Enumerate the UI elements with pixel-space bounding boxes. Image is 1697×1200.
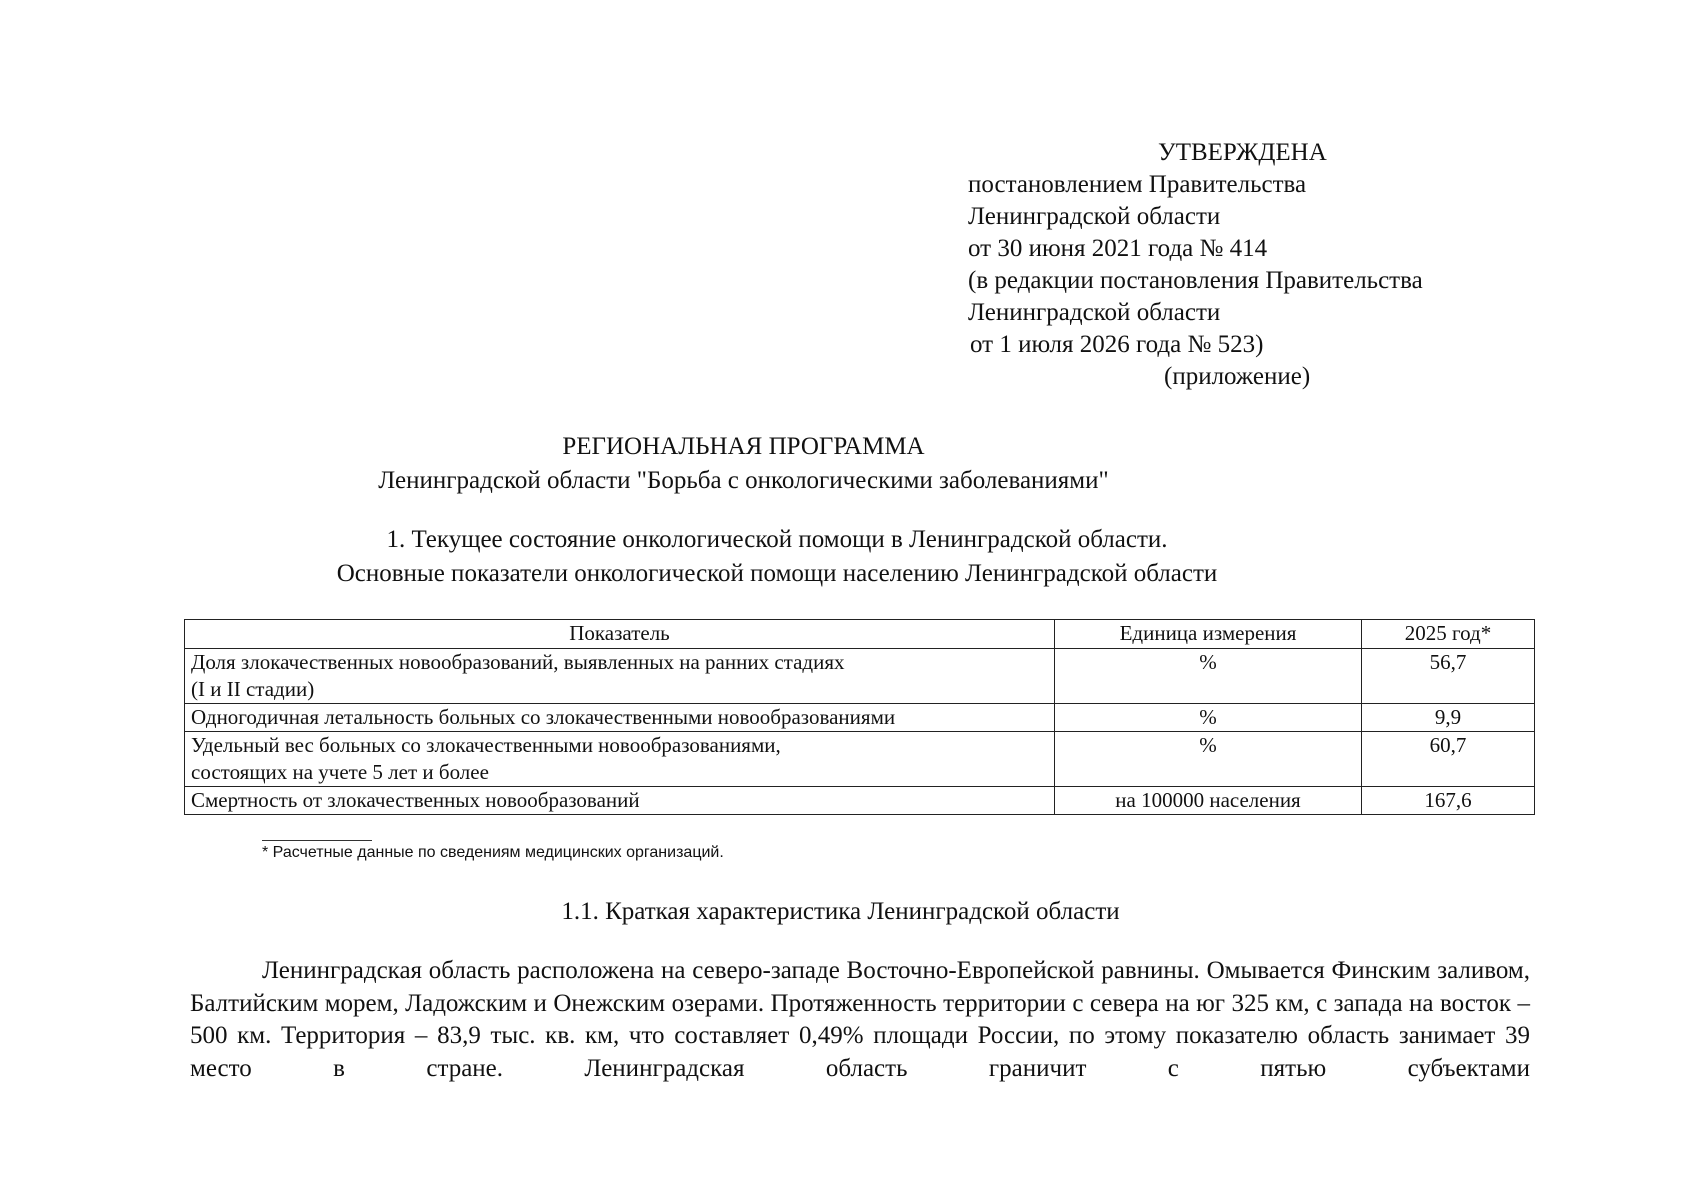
column-header-unit: Единица измерения (1055, 620, 1362, 649)
unit-cell: % (1055, 649, 1362, 704)
section-1-heading (0, 523, 1697, 591)
section-1-1-heading (0, 895, 1697, 929)
value-cell: 60,7 (1362, 732, 1535, 787)
section-1-heading-line2: Основные показатели онкологической помощи населению Ленинградской области (336, 560, 1218, 587)
approval-edition-date-line: от 1 июля 2026 года № 523) (970, 331, 1264, 358)
indicator-cell (185, 704, 1055, 732)
table-row (185, 787, 1535, 815)
approval-line: постановлением Правительства (968, 171, 1307, 198)
value-cell: 167,6 (1362, 787, 1535, 815)
section-1-1-heading-text: 1.1. Краткая характеристика Ленинградской области (561, 898, 1120, 925)
table-row (185, 732, 1535, 787)
indicator-cell (185, 649, 1055, 704)
indicator-text: Удельный вес больных со злокачественными новообразованиями, (191, 733, 781, 757)
value-cell: 9,9 (1362, 704, 1535, 732)
table-row (185, 704, 1535, 732)
program-title: РЕГИОНАЛЬНАЯ ПРОГРАММА (562, 433, 925, 460)
indicator-cell (185, 732, 1055, 787)
column-header-year: 2025 год* (1362, 620, 1535, 649)
program-subtitle: Ленинградской области "Борьба с онкологическими заболеваниями" (378, 467, 1109, 494)
table-header-row (185, 620, 1535, 649)
approval-line: Ленинградской области (968, 299, 1221, 326)
column-header-indicator: Показатель (185, 620, 1055, 649)
approval-date-line: от 30 июня 2021 года № 414 (968, 235, 1268, 262)
approval-appendix-label: (приложение) (1164, 363, 1311, 390)
indicator-text: Доля злокачественных новообразований, выявленных на ранних стадиях (191, 650, 845, 674)
indicator-text: Смертность от злокачественных новообразований (191, 788, 640, 812)
body-paragraph: Ленинградская область расположена на северо-западе Восточно-Европейской равнины. Омывается Финским заливом, Балтийским морем, Ладожским и Онежским озерами. Протяженность территории с севера на юг 325 км, с запада на восток – 500 км. Территория – 83,9 тыс. кв. км, что составляет 0,49% площади России, по этому показателю область занимает 39 место в стране. Ленинградская область граничит с пятью субъектами (190, 957, 1530, 1082)
section-1-heading-line1: 1. Текущее состояние онкологической помощи в Ленинградской области. (386, 526, 1168, 553)
unit-cell: % (1055, 732, 1362, 787)
approval-line: (в редакции постановления Правительства (968, 267, 1423, 294)
section-1-1-body (190, 955, 1530, 1085)
approval-heading: УТВЕРЖДЕНА (1158, 139, 1327, 166)
footnote-divider (262, 840, 372, 841)
value-cell: 56,7 (1362, 649, 1535, 704)
indicators-table (184, 619, 1535, 815)
indicator-text-continued: состоящих на учете 5 лет и более (191, 760, 489, 784)
indicator-text-continued: (I и II стадии) (191, 677, 315, 701)
indicator-text: Одногодичная летальность больных со злокачественными новообразованиями (191, 705, 896, 729)
program-title-block (0, 430, 1697, 498)
approval-line: Ленинградской области (968, 203, 1221, 230)
unit-cell: % (1055, 704, 1362, 732)
unit-cell: на 100000 населения (1055, 787, 1362, 815)
indicator-cell (185, 787, 1055, 815)
table-footnote: * Расчетные данные по сведениям медицинских организаций. (262, 844, 724, 861)
table-row (185, 649, 1535, 704)
